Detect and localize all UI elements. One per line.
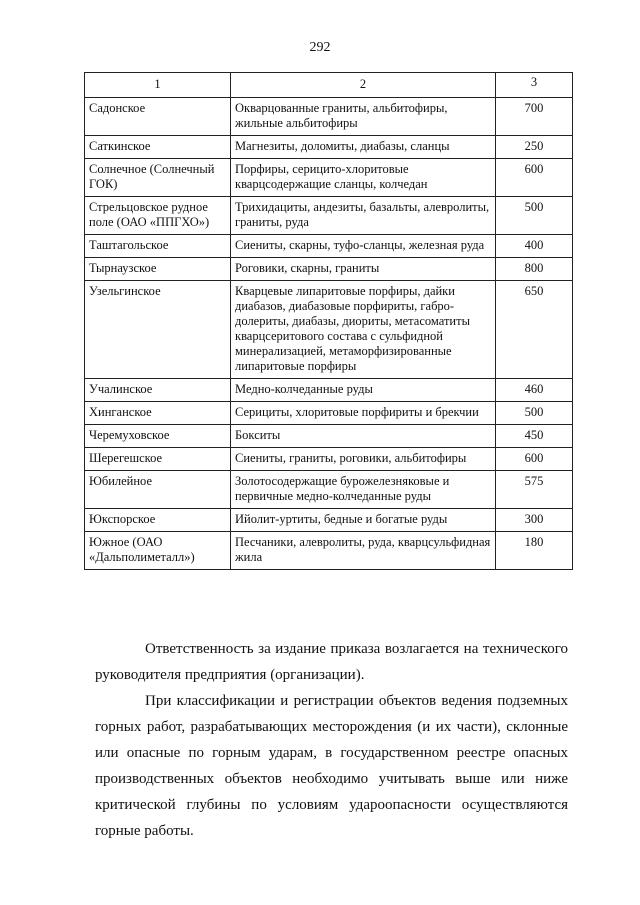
table-row <box>85 98 573 136</box>
deposit-table <box>84 72 573 570</box>
rock-types: Кварцевые липаритовые порфиры, дайки диабазов, диабазовые порфириты, габро-долериты, диабазы, диориты, метасоматиты кварцсеритового состава с сульфидной минерализацией, метаморфизированные липаритовые порфиры <box>231 281 496 379</box>
table-row <box>85 258 573 281</box>
deposit-name: Хинганское <box>85 402 231 425</box>
deposit-name: Таштагольское <box>85 235 231 258</box>
table-row <box>85 402 573 425</box>
deposit-name: Черемуховское <box>85 425 231 448</box>
rock-types: Сиениты, скарны, туфо-сланцы, железная руда <box>231 235 496 258</box>
critical-depth: 650 <box>496 281 573 379</box>
critical-depth: 180 <box>496 532 573 570</box>
table-row <box>85 532 573 570</box>
rock-types: Трихидациты, андезиты, базальты, алевролиты, граниты, руда <box>231 197 496 235</box>
deposit-name: Садонское <box>85 98 231 136</box>
table-row <box>85 281 573 379</box>
table-row <box>85 379 573 402</box>
deposit-name: Шерегешское <box>85 448 231 471</box>
rock-types: Медно-колчеданные руды <box>231 379 496 402</box>
page-number: 292 <box>309 40 331 55</box>
paragraph-text: Ответственность за издание приказа возлагается на технического руководителя предприятия (организации). <box>95 641 568 683</box>
table-row <box>85 159 573 197</box>
deposit-name: Солнечное (Солнечный ГОК) <box>85 159 231 197</box>
critical-depth: 250 <box>496 136 573 159</box>
rock-types: Сиениты, граниты, роговики, альбитофиры <box>231 448 496 471</box>
rock-types: Золотосодержащие бурожелезняковые и первичные медно-колчеданные руды <box>231 471 496 509</box>
critical-depth: 460 <box>496 379 573 402</box>
deposit-name: Южное (ОАО «Дальполиметалл») <box>85 532 231 570</box>
rock-types: Порфиры, серицито-хлоритовые кварцсодержащие сланцы, колчедан <box>231 159 496 197</box>
rock-types: Роговики, скарны, граниты <box>231 258 496 281</box>
critical-depth: 400 <box>496 235 573 258</box>
deposit-name: Юкспорское <box>85 509 231 532</box>
deposit-name: Саткинское <box>85 136 231 159</box>
critical-depth: 600 <box>496 159 573 197</box>
paragraph-text: При классификации и регистрации объектов ведения подземных горных работ, разрабатывающих месторождения (и их части), склонные или опасные по горным ударам, в государственном реестре опасных производственных объектов необходимо учитывать выше или ниже критической глубины по условиям удароопасности осуществляются горные работы. <box>95 693 568 839</box>
critical-depth: 300 <box>496 509 573 532</box>
critical-depth: 450 <box>496 425 573 448</box>
critical-depth: 600 <box>496 448 573 471</box>
critical-depth: 800 <box>496 258 573 281</box>
header-col-3: 3 <box>496 73 573 98</box>
rock-types: Серициты, хлоритовые порфириты и брекчии <box>231 402 496 425</box>
rock-types: Ийолит-уртиты, бедные и богатые руды <box>231 509 496 532</box>
table-row <box>85 448 573 471</box>
table-row <box>85 235 573 258</box>
table-row <box>85 471 573 509</box>
table-row <box>85 509 573 532</box>
paragraph-responsibility <box>95 636 568 688</box>
header-col-1: 1 <box>85 73 231 98</box>
table-row <box>85 197 573 235</box>
header-col-2: 2 <box>231 73 496 98</box>
deposit-name: Тырнаузское <box>85 258 231 281</box>
critical-depth: 575 <box>496 471 573 509</box>
deposit-name: Узельгинское <box>85 281 231 379</box>
table-header-row <box>85 73 573 98</box>
table-row <box>85 136 573 159</box>
deposit-name: Стрельцовское рудное поле (ОАО «ППГХО») <box>85 197 231 235</box>
rock-types: Песчаники, алевролиты, руда, кварцсульфидная жила <box>231 532 496 570</box>
rock-types: Окварцованные граниты, альбитофиры, жильные альбитофиры <box>231 98 496 136</box>
deposit-name: Юбилейное <box>85 471 231 509</box>
paragraph-classification <box>95 688 568 844</box>
critical-depth: 700 <box>496 98 573 136</box>
deposit-name: Учалинское <box>85 379 231 402</box>
critical-depth: 500 <box>496 402 573 425</box>
rock-types: Бокситы <box>231 425 496 448</box>
rock-types: Магнезиты, доломиты, диабазы, сланцы <box>231 136 496 159</box>
critical-depth: 500 <box>496 197 573 235</box>
table-row <box>85 425 573 448</box>
